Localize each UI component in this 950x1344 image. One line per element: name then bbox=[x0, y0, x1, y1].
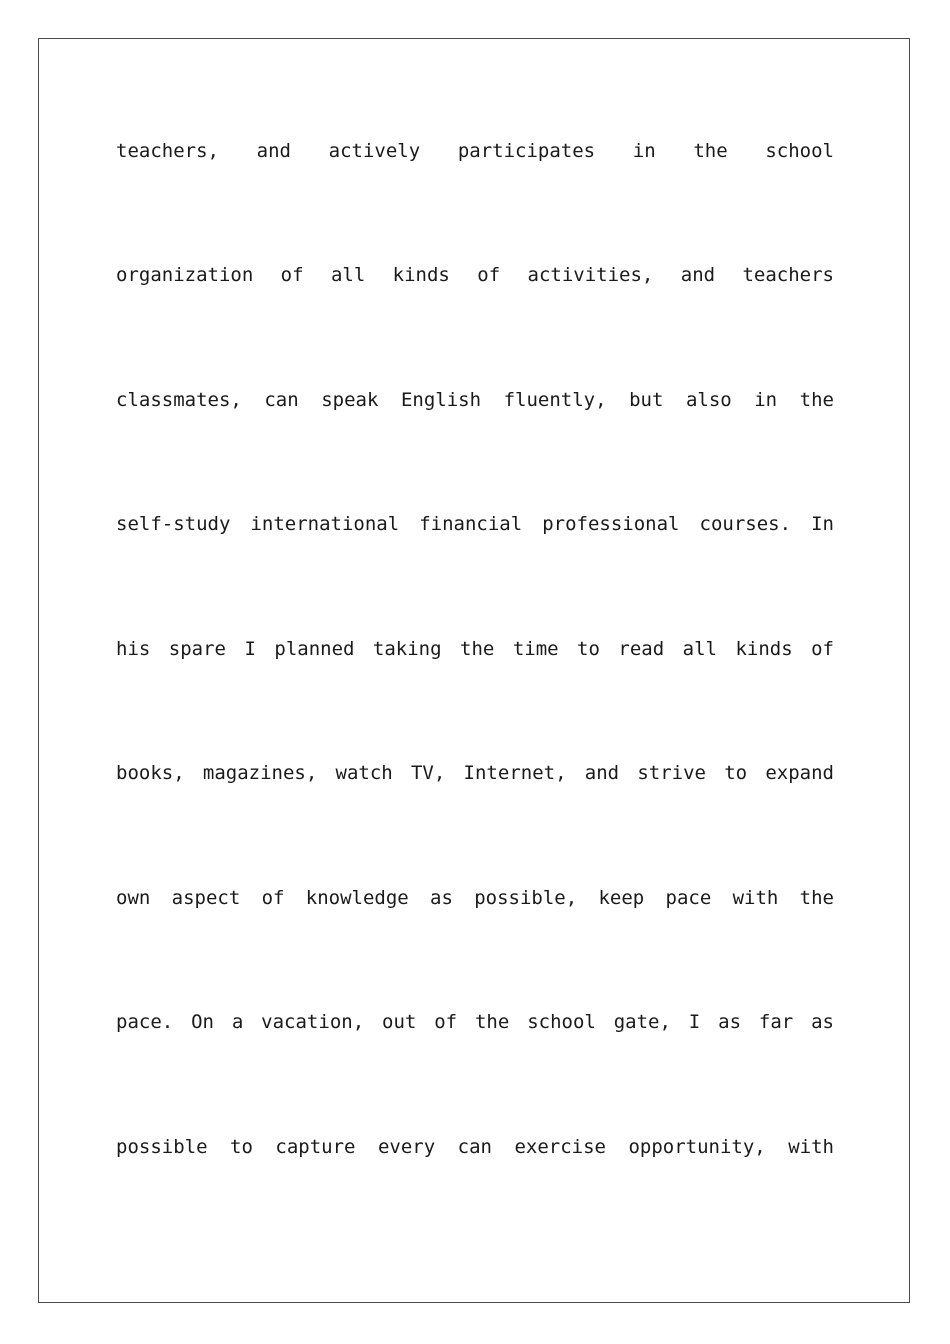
page-border bbox=[38, 38, 910, 1303]
text-line: his spare I planned taking the time to read all kinds of bbox=[116, 638, 834, 660]
text-line: teachers, and actively participates in the school bbox=[116, 140, 834, 162]
text-line: self-study international financial professional courses. In bbox=[116, 513, 834, 535]
text-line: organization of all kinds of activities, and teachers bbox=[116, 264, 834, 286]
text-line: classmates, can speak English fluently, but also in the bbox=[116, 389, 834, 411]
text-line: own aspect of knowledge as possible, keep pace with the bbox=[116, 887, 834, 909]
text-line: possible to capture every can exercise opportunity, with bbox=[116, 1136, 834, 1158]
text-line: books, magazines, watch TV, Internet, and strive to expand bbox=[116, 762, 834, 784]
text-line: pace. On a vacation, out of the school gate, I as far as bbox=[116, 1011, 834, 1033]
